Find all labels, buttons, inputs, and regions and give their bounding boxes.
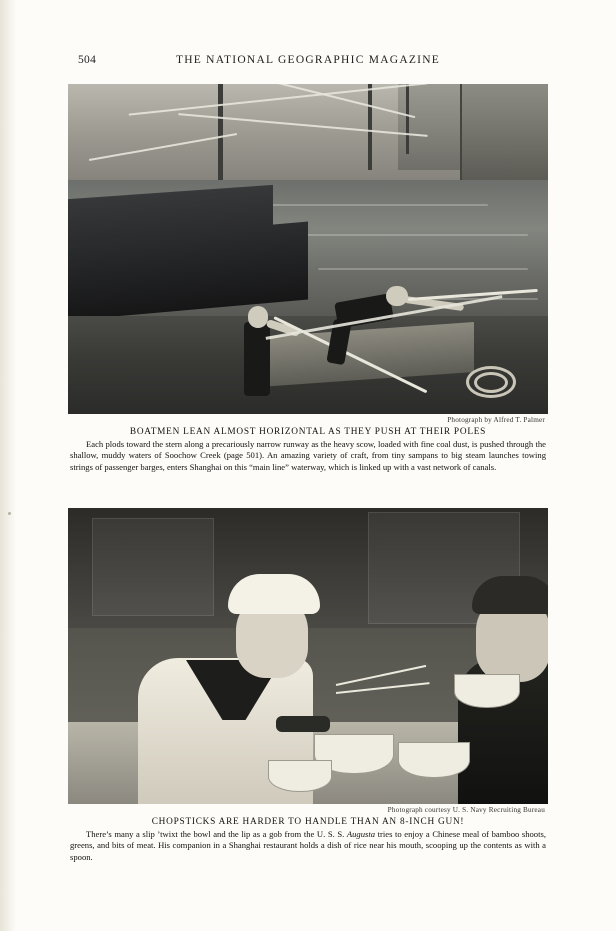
page-spine-shadow: [0, 0, 16, 931]
page-number: 504: [78, 54, 97, 66]
page-header: [0, 54, 616, 70]
figure-boatmen: [68, 84, 548, 473]
photo1-boatman-near-head: [248, 306, 268, 328]
photo2-bowl-right: [398, 742, 470, 778]
photo1-mast-center: [368, 84, 372, 170]
photo-credit: Photograph by Alfred T. Palmer: [447, 416, 545, 424]
photo-boatmen-poling-scow: [68, 84, 548, 414]
photo2-bowl-left: [268, 760, 332, 792]
figure-title: CHOPSTICKS ARE HARDER TO HANDLE THAN AN 8-INCH GUN!: [151, 817, 465, 827]
photo-sailor-with-chopsticks: [68, 508, 548, 804]
photo1-water-ripple: [318, 268, 528, 270]
photo2-chinese-companion-cap: [472, 576, 548, 614]
photo2-wall-panel: [92, 518, 214, 616]
page-speck: [8, 512, 11, 515]
figure-chopsticks: [68, 508, 548, 863]
photo1-coiled-rope-inner: [474, 372, 508, 393]
ship-name: Augusta: [346, 829, 376, 839]
figure-caption-text: Each plods toward the stern along a precariously narrow runway as the heavy scow, loaded with fine coal dust, is pushed through the shallow, muddy waters of Soochow Creek (page 501). An amazing variety of craft, from tiny sampans to big steam launches towing strings of passenger barges, enters Shanghai on this “main line” waterway, which is linked up with a vast network of canals.: [70, 439, 546, 472]
figure-caption-lead: There’s many a slip ’twixt the bowl and the lip as a gob from the U. S. S.: [86, 829, 347, 839]
running-head: THE NATIONAL GEOGRAPHIC MAGAZINE: [175, 54, 441, 66]
photo1-ship-hull-bow: [460, 84, 548, 194]
photo-credit: Photograph courtesy U. S. Navy Recruiting Bureau: [387, 806, 545, 814]
photo1-boatman-near: [244, 322, 270, 396]
photo2-sailor-white-hat: [228, 574, 320, 614]
figure-caption-tail: tries to enjoy a Chinese meal of bamboo shoots, greens, and bits of meat. His companion in a Shanghai restaurant holds a dish of rice near his mouth, scooping up the contents as with a spoon.: [70, 829, 546, 862]
figure-caption: [68, 439, 548, 473]
photo2-dish-of-greens: [276, 716, 330, 732]
figure-caption: [68, 829, 548, 863]
figure-title: BOATMEN LEAN ALMOST HORIZONTAL AS THEY PUSH AT THEIR POLES: [129, 427, 487, 437]
photo2-rice-dish: [454, 674, 520, 708]
photo1-mast-right: [406, 84, 409, 154]
